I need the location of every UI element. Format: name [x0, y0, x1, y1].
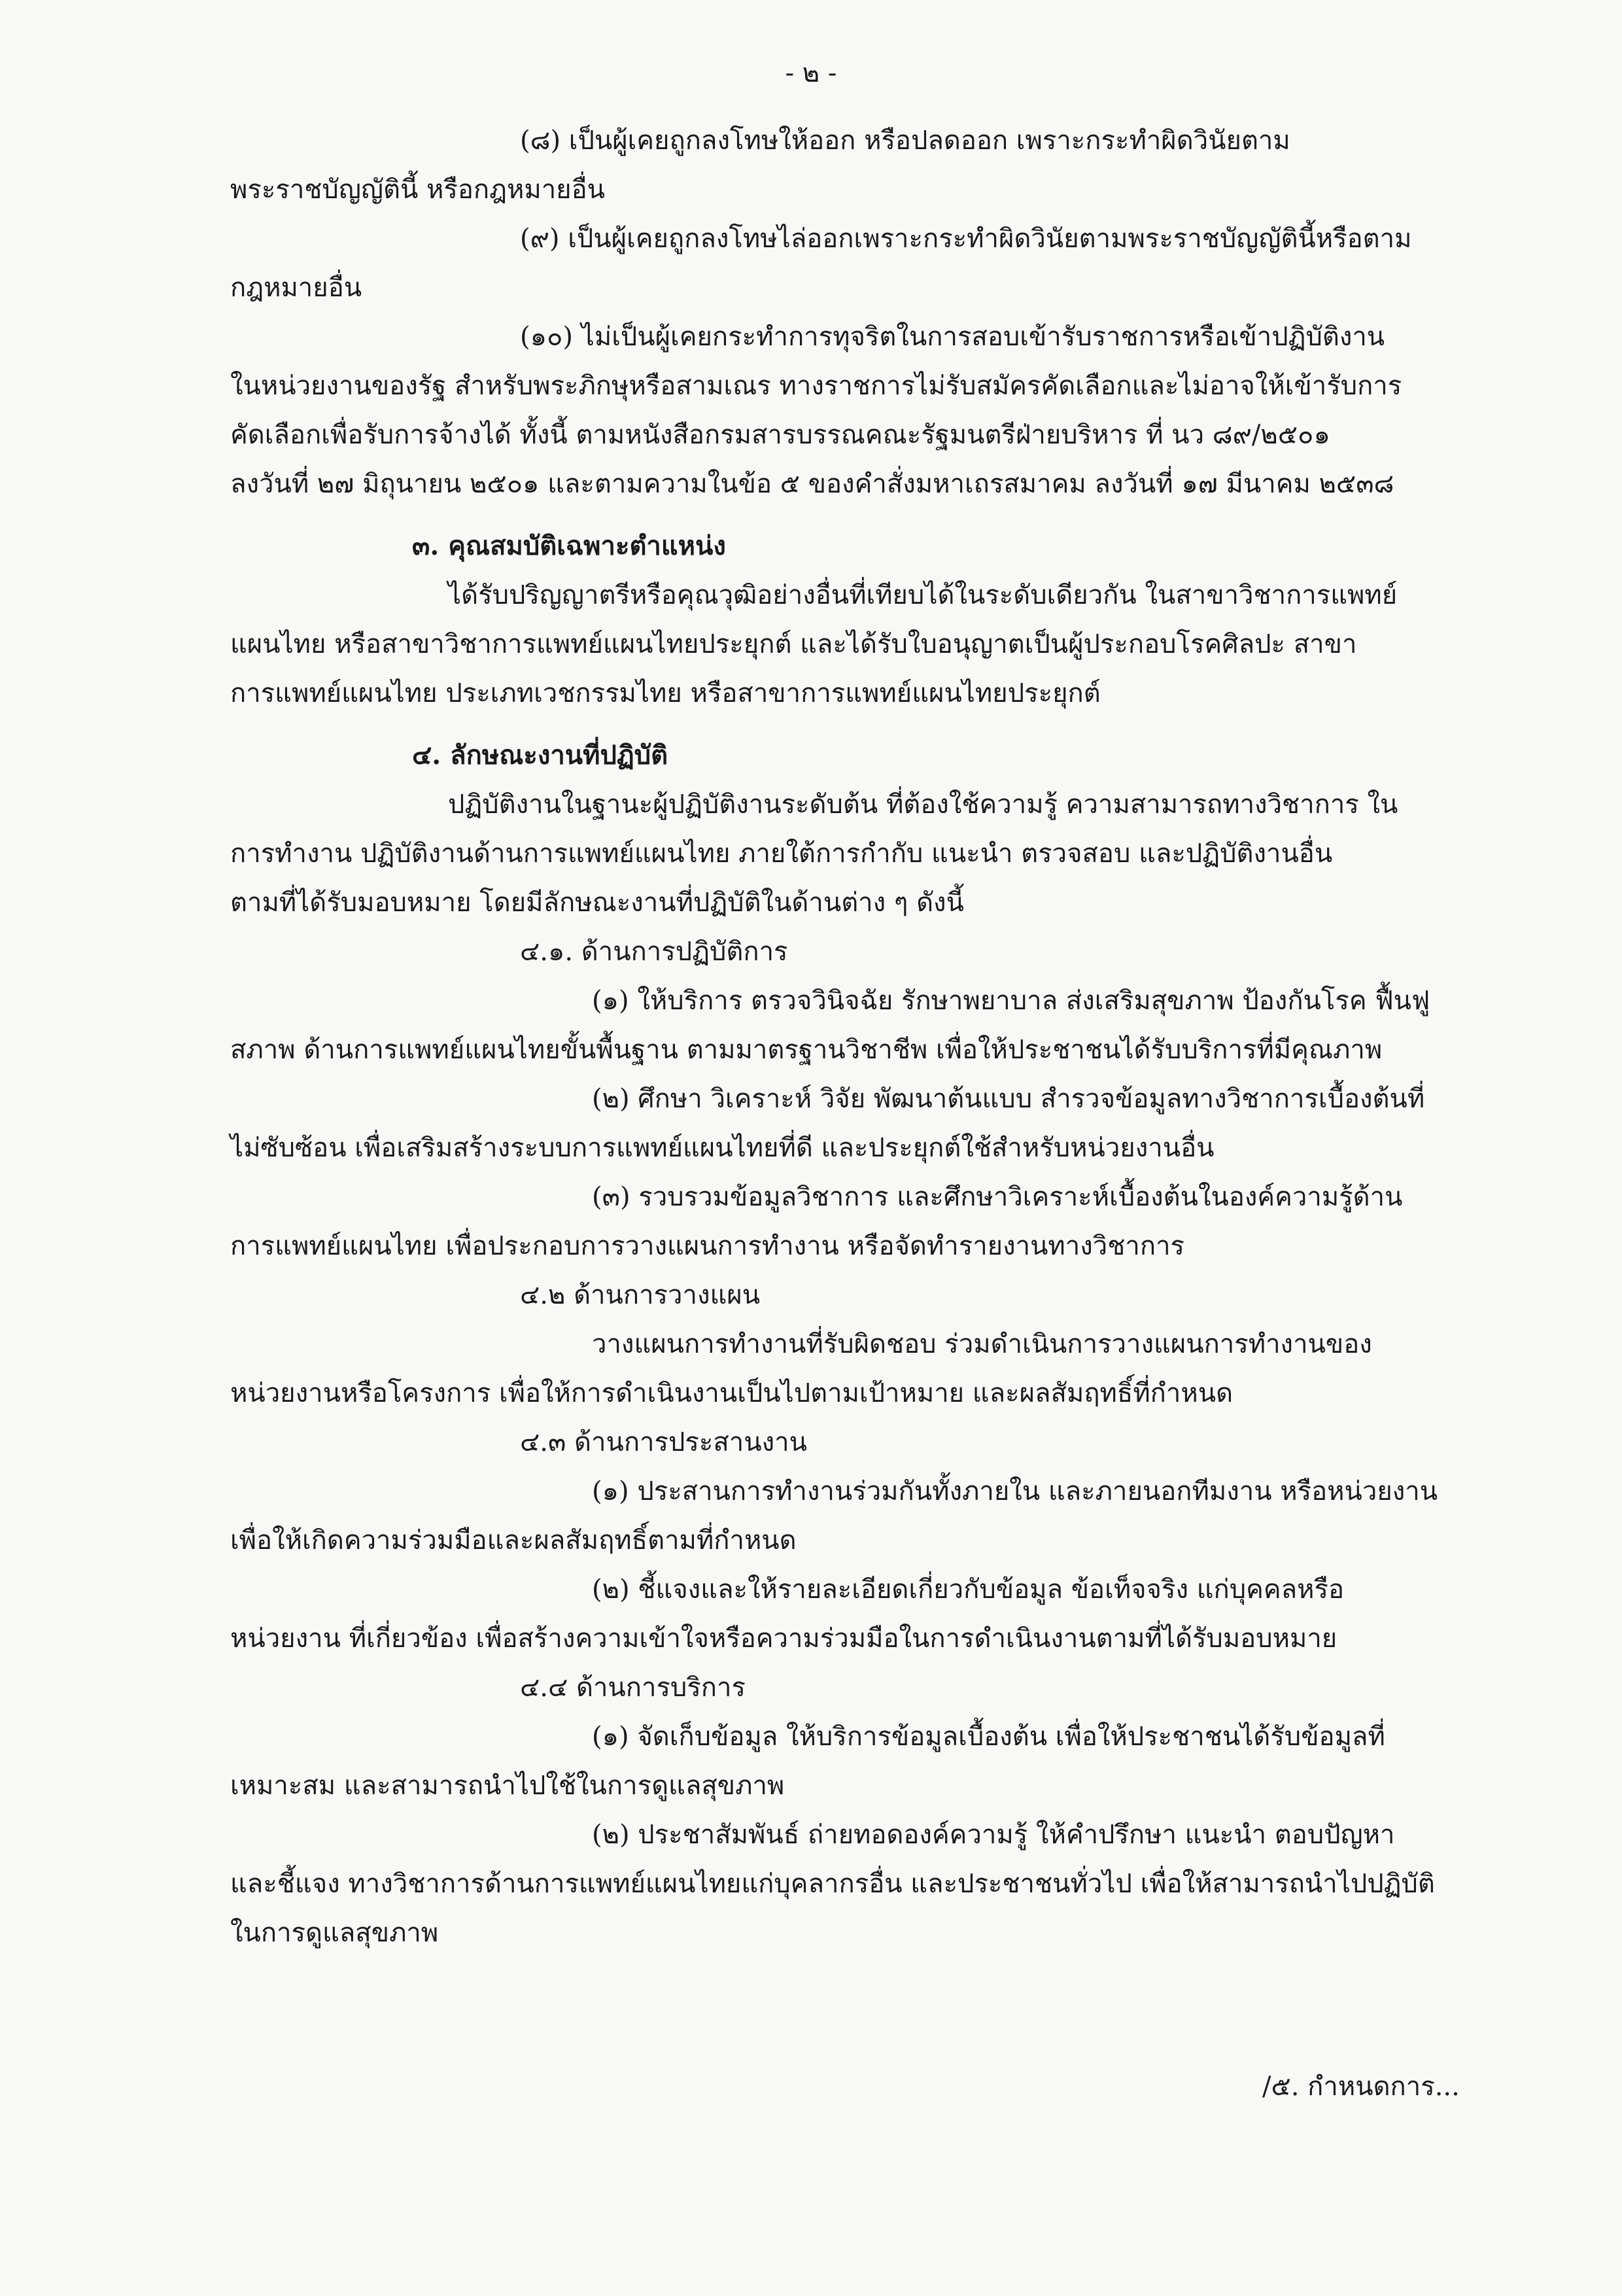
section-4-intro-3: ตามที่ได้รับมอบหมาย โดยมีลักษณะงานที่ปฏิบัติในด้านต่าง ๆ ดังนี้ [230, 888, 964, 918]
item-8-line-1: (๘) เป็นผู้เคยถูกลงโทษให้ออก หรือปลดออก เพราะกระทำผิดวินัยตาม [520, 126, 1290, 156]
section-4-3-title: ๔.๓ ด้านการประสานงาน [520, 1427, 807, 1457]
s42-line-1: วางแผนการทำงานที่รับผิดชอบ ร่วมดำเนินการวางแผนการทำงานของ [592, 1329, 1372, 1359]
s41-item-1-line-1: (๑) ให้บริการ ตรวจวินิจฉัย รักษาพยาบาล ส่งเสริมสุขภาพ ป้องกันโรค ฟื้นฟู [592, 986, 1430, 1016]
section-4-2-title: ๔.๒ ด้านการวางแผน [520, 1280, 761, 1310]
s43-item-1-line-2: เพื่อให้เกิดความร่วมมือและผลสัมฤทธิ์ตามที่กำหนด [230, 1525, 797, 1556]
item-10-line-4: ลงวันที่ ๒๗ มิถุนายน ๒๕๐๑ และตามความในข้อ ๕ ของคำสั่งมหาเถรสมาคม ลงวันที่ ๑๗ มีนาคม ๒๕๓๘ [230, 469, 1394, 499]
s44-item-1-line-1: (๑) จัดเก็บข้อมูล ให้บริการข้อมูลเบื้องต้น เพื่อให้ประชาชนได้รับข้อมูลที่ [592, 1722, 1385, 1752]
s41-item-2-line-2: ไม่ซับซ้อน เพื่อเสริมสร้างระบบการแพทย์แผนไทยที่ดี และประยุกต์ใช้สำหรับหน่วยงานอื่น [230, 1133, 1215, 1163]
continuation-marker: /๕. กำหนดการ... [1262, 2072, 1460, 2102]
section-4-4-title: ๔.๔ ด้านการบริการ [520, 1673, 746, 1703]
section-3-line-3: การแพทย์แผนไทย ประเภทเวชกรรมไทย หรือสาขาการแพทย์แผนไทยประยุกต์ [230, 678, 1101, 708]
item-9-line-2: กฎหมายอื่น [230, 273, 362, 303]
section-3-heading: ๓. คุณสมบัติเฉพาะตำแหน่ง [412, 531, 726, 561]
section-4-intro-2: การทำงาน ปฏิบัติงานด้านการแพทย์แผนไทย ภายใต้การกำกับ แนะนำ ตรวจสอบ และปฏิบัติงานอื่น [230, 839, 1333, 869]
section-4-1-title: ๔.๑. ด้านการปฏิบัติการ [520, 937, 788, 967]
item-9-line-1: (๙) เป็นผู้เคยถูกลงโทษไล่ออกเพราะกระทำผิดวินัยตามพระราชบัญญัตินี้หรือตาม [520, 224, 1412, 254]
s43-item-2-line-2: หน่วยงาน ที่เกี่ยวข้อง เพื่อสร้างความเข้าใจหรือความร่วมมือในการดำเนินงานตามที่ได้รับมอบหมาย [230, 1624, 1337, 1654]
section-3-line-2: แผนไทย หรือสาขาวิชาการแพทย์แผนไทยประยุกต์ และได้รับใบอนุญาตเป็นผู้ประกอบโรคศิลปะ สาขา [230, 629, 1357, 659]
item-10-line-1: (๑๐) ไม่เป็นผู้เคยกระทำการทุจริตในการสอบเข้ารับราชการหรือเข้าปฏิบัติงาน [520, 322, 1385, 352]
s41-item-3-line-2: การแพทย์แผนไทย เพื่อประกอบการวางแผนการทำงาน หรือจัดทำรายงานทางวิชาการ [230, 1231, 1185, 1261]
s44-item-2-line-3: ในการดูแลสุขภาพ [230, 1918, 439, 1948]
s43-item-1-line-1: (๑) ประสานการทำงานร่วมกันทั้งภายใน และภายนอกทีมงาน หรือหน่วยงาน [592, 1476, 1438, 1506]
item-8-line-2: พระราชบัญญัตินี้ หรือกฎหมายอื่น [230, 175, 605, 205]
item-10-line-3: คัดเลือกเพื่อรับการจ้างได้ ทั้งนี้ ตามหนังสือกรมสารบรรณคณะรัฐมนตรีฝ่ายบริหาร ที่ นว ๘๙/๒๕๐๑ [230, 420, 1330, 450]
section-4-heading: ๔. ลักษณะงานที่ปฏิบัติ [412, 740, 668, 771]
s41-item-2-line-1: (๒) ศึกษา วิเคราะห์ วิจัย พัฒนาต้นแบบ สำรวจข้อมูลทางวิชาการเบื้องต้นที่ [592, 1084, 1425, 1114]
item-10-line-2: ในหน่วยงานของรัฐ สำหรับพระภิกษุหรือสามเณร ทางราชการไม่รับสมัครคัดเลือกและไม่อาจให้เข้ารับการ [230, 371, 1402, 401]
section-4-intro-1: ปฏิบัติงานในฐานะผู้ปฏิบัติงานระดับต้น ที่ต้องใช้ความรู้ ความสามารถทางวิชาการ ใน [448, 790, 1398, 820]
section-3-line-1: ได้รับปริญญาตรีหรือคุณวุฒิอย่างอื่นที่เทียบได้ในระดับเดียวกัน ในสาขาวิชาการแพทย์ [448, 580, 1398, 610]
s41-item-1-line-2: สภาพ ด้านการแพทย์แผนไทยขั้นพื้นฐาน ตามมาตรฐานวิชาชีพ เพื่อให้ประชาชนได้รับบริการที่มีคุณภาพ [230, 1035, 1383, 1065]
s42-line-2: หน่วยงานหรือโครงการ เพื่อให้การดำเนินงานเป็นไปตามเป้าหมาย และผลสัมฤทธิ์ที่กำหนด [230, 1378, 1234, 1408]
s44-item-2-line-2: และชี้แจง ทางวิชาการด้านการแพทย์แผนไทยแก่บุคลากรอื่น และประชาชนทั่วไป เพื่อให้สามารถนำไปปฏิบัติ [230, 1869, 1435, 1899]
s44-item-1-line-2: เหมาะสม และสามารถนำไปใช้ในการดูแลสุขภาพ [230, 1771, 785, 1801]
s41-item-3-line-1: (๓) รวบรวมข้อมูลวิชาการ และศึกษาวิเคราะห์เบื้องต้นในองค์ความรู้ด้าน [592, 1182, 1403, 1212]
s44-item-2-line-1: (๒) ประชาสัมพันธ์ ถ่ายทอดองค์ความรู้ ให้คำปรึกษา แนะนำ ตอบปัญหา [592, 1820, 1395, 1850]
page-number: - ๒ - [785, 58, 837, 88]
s43-item-2-line-1: (๒) ชี้แจงและให้รายละเอียดเกี่ยวกับข้อมูล ข้อเท็จจริง แก่บุคคลหรือ [592, 1574, 1345, 1605]
